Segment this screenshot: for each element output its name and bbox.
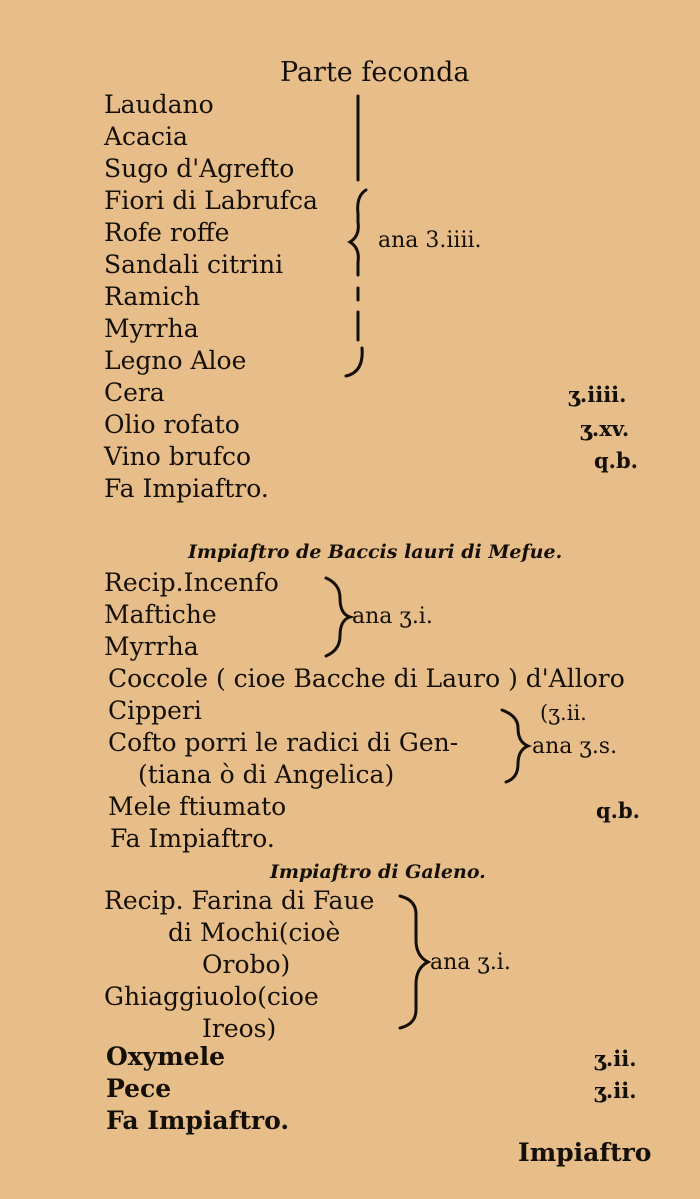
ingredient-item: Recip.Incenfo	[104, 568, 279, 597]
ingredient-item: Cipperi	[108, 696, 202, 725]
ingredient-item: Fiori di Labrufca	[104, 186, 318, 215]
ingredient-item: Ramich	[104, 282, 201, 311]
ingredient-item: Olio rofato	[104, 410, 240, 439]
ingredient-quantity: (ʒ.ii.	[540, 701, 587, 725]
ingredient-item: Maftiche	[104, 600, 217, 629]
ingredient-item: Myrrha	[104, 632, 199, 661]
ingredient-item: Oxymele	[106, 1042, 225, 1071]
section3-brace	[400, 896, 428, 1028]
ingredient-item: Myrrha	[104, 314, 199, 343]
ingredient-item: Orobo)	[202, 950, 291, 979]
ingredient-item: Acacia	[104, 122, 188, 151]
recipe-closing: Fa Impiaftro.	[110, 824, 275, 853]
ingredient-item: (tiana ò di Angelica)	[138, 760, 395, 789]
recipe-closing: Fa Impiaftro.	[106, 1106, 290, 1135]
ana-quantity: ana ʒ.i.	[430, 950, 511, 975]
ingredient-quantity: ʒ.iiii.	[568, 382, 627, 407]
section2-brace2	[502, 710, 528, 782]
ingredient-quantity: q.b.	[594, 448, 638, 473]
ingredient-item: Cofto porri le radici di Gen-	[108, 728, 459, 757]
ingredient-item: Ghiaggiuolo(cioe	[104, 982, 319, 1011]
recipe-title: Impiaftro de Baccis lauri di Mefue.	[188, 541, 563, 563]
ingredient-item: Coccole ( cioe Bacche di Lauro ) d'Alloro	[108, 664, 625, 693]
ingredient-item: di Mochi(cioè	[168, 918, 341, 947]
ingredient-item: Mele ftiumato	[108, 792, 287, 821]
ingredient-item: Cera	[104, 378, 165, 407]
section1-brace-middle	[350, 190, 366, 275]
page-header: Parte feconda	[280, 57, 470, 88]
ana-quantity: ana ʒ.i.	[352, 604, 433, 629]
recipe-title: Impiaftro di Galeno.	[270, 861, 486, 883]
ingredient-item: Vino brufco	[104, 442, 252, 471]
ana-quantity: ana ʒ.s.	[532, 734, 618, 759]
ingredient-quantity: ʒ.ii.	[594, 1078, 637, 1103]
ingredient-item: Ireos)	[202, 1014, 277, 1043]
ana-quantity: ana 3.iiii.	[378, 228, 482, 253]
ingredient-quantity: ʒ.xv.	[580, 416, 630, 441]
ingredient-item: Recip. Farina di Faue	[104, 886, 375, 915]
ingredient-item: Rofe roffe	[104, 218, 230, 247]
ingredient-item: Sandali citrini	[104, 250, 284, 279]
ingredient-quantity: q.b.	[596, 798, 640, 823]
ingredient-item: Legno Aloe	[104, 346, 247, 375]
recipe-closing: Fa Impiaftro.	[104, 474, 269, 503]
ingredient-item: Sugo d'Agrefto	[104, 154, 295, 183]
section2-brace1	[326, 578, 350, 656]
catchword: Impiaftro	[518, 1138, 652, 1167]
ingredient-quantity: ʒ.ii.	[594, 1046, 637, 1071]
ingredient-item: Laudano	[104, 90, 214, 119]
ingredient-item: Pece	[106, 1074, 172, 1103]
